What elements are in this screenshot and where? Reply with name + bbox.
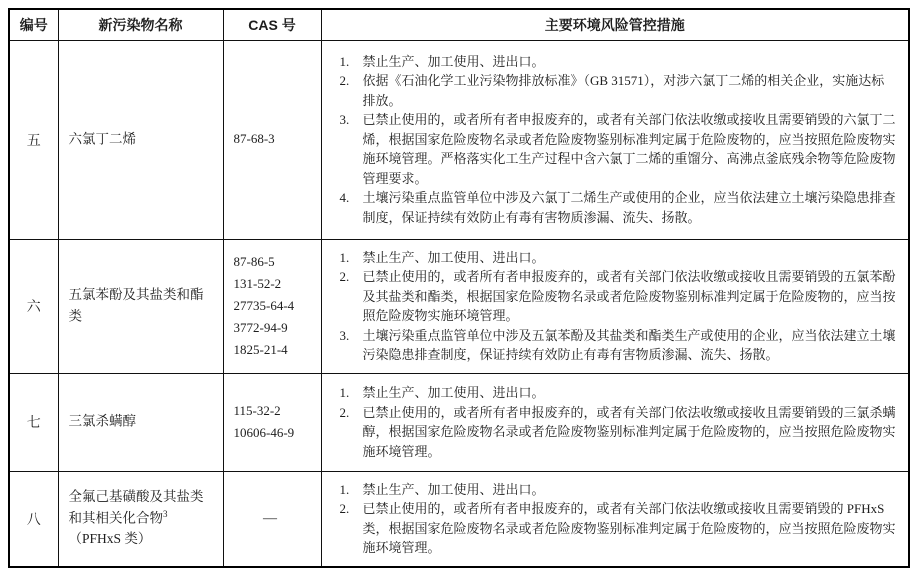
col-header-pollutant-name: 新污染物名称: [58, 9, 223, 40]
cas-number: 27735-64-4: [233, 297, 295, 313]
header-row: [9, 9, 909, 40]
measure-item: 禁止生产、加工使用、进出口。: [362, 53, 545, 69]
measures-list: [338, 52, 897, 228]
cell-row-number: 五: [9, 40, 58, 239]
cell-row-number: 六: [9, 239, 58, 373]
cas-number: 10606-46-9: [233, 425, 295, 440]
table-row: [9, 239, 909, 373]
cell-measures: [321, 239, 909, 373]
cell-cas-numbers: [223, 40, 321, 239]
cas-number: 87-68-3: [233, 131, 275, 147]
measure-item: 禁止生产、加工使用、进出口。: [362, 249, 545, 265]
cell-measures: [321, 40, 909, 239]
measure-item: 土壤污染重点监管单位中涉及六氯丁二烯生产或使用的企业，应当依法建立土壤污染隐患排查制度，保证持续有效防止有毒有害物质渗漏、流失、扬散。: [362, 190, 896, 225]
pollutant-name-paren: （PFHxS 类）: [68, 531, 152, 547]
measures-list: [338, 248, 897, 365]
cas-number: 1825-21-4: [233, 342, 288, 358]
cas-number: 87-86-5: [233, 253, 275, 269]
cell-pollutant-name: [58, 40, 223, 239]
col-header-measures: 主要环境风险管控措施: [321, 9, 909, 40]
measure-item: 已禁止使用的，或者所有者申报废弃的，或者有关部门依法收缴或接收且需要销毁的五氯苯酚及其盐类和酯类，根据国家危险废物名录或者危险废物鉴别标准判定属于危险废物的，应当按照危险废物实施环境管理。: [362, 269, 896, 323]
cas-number: 115-32-2: [233, 402, 281, 418]
table-row: [9, 471, 909, 567]
cell-measures: [321, 373, 909, 471]
cell-cas-numbers: [223, 471, 321, 567]
cas-number: —: [263, 510, 277, 526]
pollutant-table: [8, 8, 910, 568]
pollutant-name-text: 全氟己基磺酸及其盐类和其相关化合物: [68, 488, 204, 526]
cell-measures: [321, 471, 909, 567]
measure-item: 已禁止使用的，或者所有者申报废弃的，或者有关部门依法收缴或接收且需要销毁的六氯丁二烯，根据国家危险废物名录或者危险废物鉴别标准判定属于危险废物的，应当按照危险废物实施环境管理。严格落实化工生产过程中含六氯丁二烯的重馏分、高沸点釜底残余物等危险废物管理要求。: [362, 112, 896, 186]
pollutant-name-text: 三氯杀螨醇: [68, 413, 136, 429]
measure-item: 已禁止使用的，或者所有者申报废弃的，或者有关部门依法收缴或接收且需要销毁的三氯杀螨醇，根据国家危险废物名录或者危险废物鉴别标准判定属于危险废物的，应当按照危险废物实施环境管理。: [362, 404, 896, 459]
measures-list: [338, 383, 897, 461]
pollutant-name-text: 五氯苯酚及其盐类和酯类: [68, 286, 204, 324]
footnote-marker: 3: [163, 508, 168, 519]
measures-list: [338, 480, 897, 558]
measure-item: 已禁止使用的，或者所有者申报废弃的，或者有关部门依法收缴或接收且需要销毁的 PFHxS 类，根据国家危险废物名录或者危险废物鉴别标准判定属于危险废物的，应当按照危险废物实施环境管理。: [362, 501, 896, 555]
col-header-number: 编号: [9, 9, 58, 40]
cell-row-number: 八: [9, 471, 58, 567]
measure-item: 依据《石油化学工业污染物排放标准》（GB 31571），对涉六氯丁二烯的相关企业，实施达标排放。: [362, 73, 885, 108]
col-header-cas: CAS 号: [223, 9, 321, 40]
measure-item: 土壤污染重点监管单位中涉及五氯苯酚及其盐类和酯类生产或使用的企业，应当依法建立土壤污染隐患排查制度，保证持续有效防止有毒有害物质渗漏、流失、扬散。: [362, 327, 896, 362]
cell-row-number: 七: [9, 373, 58, 471]
cell-cas-numbers: [223, 373, 321, 471]
table-row: [9, 40, 909, 239]
cell-pollutant-name: [58, 239, 223, 373]
cell-pollutant-name: [58, 373, 223, 471]
cell-cas-numbers: [223, 239, 321, 373]
measure-item: 禁止生产、加工使用、进出口。: [362, 385, 545, 400]
cell-pollutant-name: [58, 471, 223, 567]
measure-item: 禁止生产、加工使用、进出口。: [362, 481, 545, 497]
cas-number: 131-52-2: [233, 275, 282, 291]
cas-number: 3772-94-9: [233, 320, 288, 336]
table-row: [9, 373, 909, 471]
pollutant-name-text: 六氯丁二烯: [68, 131, 136, 147]
